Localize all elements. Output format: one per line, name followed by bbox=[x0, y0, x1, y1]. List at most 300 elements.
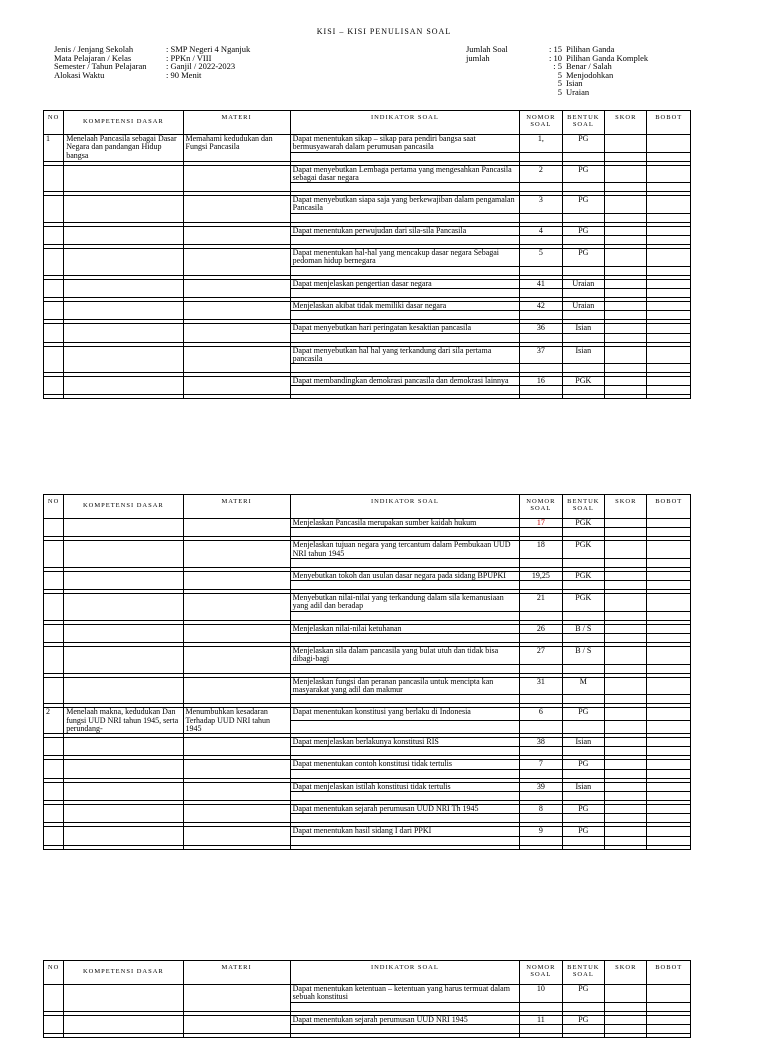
empty-cell bbox=[520, 581, 562, 590]
count-value: : 10 bbox=[549, 52, 562, 63]
header-row bbox=[44, 961, 691, 985]
competency-cell bbox=[64, 571, 183, 589]
competency-cell bbox=[64, 541, 183, 568]
empty-cell bbox=[562, 152, 604, 161]
competency-cell bbox=[64, 782, 183, 800]
question-form: PG bbox=[562, 226, 604, 235]
empty-cell bbox=[520, 528, 562, 537]
empty-cell bbox=[520, 333, 562, 342]
table-row-spacer bbox=[44, 845, 691, 849]
info-value: : SMP Negeri 4 Nganjuk bbox=[166, 44, 251, 54]
question-form: PGK bbox=[562, 594, 604, 612]
question-number: 1, bbox=[520, 135, 562, 153]
weight-cell bbox=[647, 647, 691, 665]
score-cell bbox=[605, 760, 647, 769]
question-number: 41 bbox=[520, 279, 562, 288]
score-cell bbox=[605, 805, 647, 814]
empty-cell bbox=[520, 236, 562, 245]
empty-cell bbox=[520, 1033, 562, 1037]
empty-cell bbox=[647, 1024, 691, 1033]
material-cell bbox=[183, 249, 290, 276]
table-row bbox=[44, 165, 691, 183]
empty-cell bbox=[520, 558, 562, 567]
table-row bbox=[44, 594, 691, 612]
question-number: 11 bbox=[520, 1015, 562, 1024]
header-nomor: NOMOR SOAL bbox=[520, 111, 562, 135]
empty-cell bbox=[605, 664, 647, 673]
weight-cell bbox=[647, 324, 691, 333]
question-number: 10 bbox=[520, 985, 562, 1003]
question-number: 16 bbox=[520, 377, 562, 386]
header-materi: MATERI bbox=[183, 495, 290, 519]
material-cell bbox=[183, 677, 290, 704]
competency-cell bbox=[64, 226, 183, 244]
info-label: Jenis / Jenjang Sekolah bbox=[54, 44, 134, 54]
material-cell bbox=[183, 624, 290, 642]
empty-cell bbox=[647, 845, 691, 849]
indicator-cell: Menjelaskan tujuan negara yang tercantum dalam Pembukaan UUD NRI tahun 1945 bbox=[290, 541, 519, 559]
document-title: KISI – KISI PENULISAN SOAL bbox=[316, 27, 452, 36]
score-cell bbox=[605, 279, 647, 288]
empty-cell bbox=[520, 183, 562, 192]
material-cell bbox=[183, 827, 290, 845]
table-row bbox=[44, 196, 691, 214]
header-no: NO bbox=[44, 961, 64, 985]
indicator-cell: Dapat menyebutkan siapa saja yang berkewajiban dalam pengamalan Pancasila bbox=[290, 196, 519, 214]
table-row bbox=[44, 571, 691, 580]
empty-cell bbox=[290, 721, 519, 734]
question-number: 39 bbox=[520, 782, 562, 791]
indicator-cell: Dapat menentukan contoh konstitusi tidak tertulis bbox=[290, 760, 519, 769]
empty-cell bbox=[605, 792, 647, 801]
weight-cell bbox=[647, 985, 691, 1003]
empty-cell bbox=[605, 747, 647, 756]
competency-cell bbox=[64, 249, 183, 276]
empty-cell bbox=[647, 836, 691, 845]
question-number: 31 bbox=[520, 677, 562, 695]
score-cell bbox=[605, 985, 647, 1003]
indicator-cell: Dapat menentukan sejarah perumusan UUD NRI 1945 bbox=[290, 1015, 519, 1024]
score-cell bbox=[605, 346, 647, 364]
empty-cell bbox=[647, 611, 691, 620]
empty-cell bbox=[290, 836, 519, 845]
competency-cell: Menelaah makna, kedudukan Dan fungsi UUD NRI tahun 1945, serta perundang- bbox=[64, 708, 183, 734]
empty-cell bbox=[520, 664, 562, 673]
table-row bbox=[44, 760, 691, 769]
table-row bbox=[44, 738, 691, 747]
question-form: PG bbox=[562, 1015, 604, 1024]
score-cell bbox=[605, 541, 647, 559]
question-number: 5 bbox=[520, 249, 562, 267]
indicator-cell: Dapat menyebutkan Lembaga pertama yang mengesahkan Pancasila sebagai dasar negara bbox=[290, 165, 519, 183]
header-no: NO bbox=[44, 111, 64, 135]
weight-cell bbox=[647, 346, 691, 364]
empty-cell bbox=[290, 581, 519, 590]
count-value: 5 bbox=[557, 69, 562, 80]
empty-cell bbox=[647, 558, 691, 567]
empty-cell bbox=[183, 845, 290, 849]
question-form: PGK bbox=[562, 377, 604, 386]
empty-cell bbox=[290, 1033, 519, 1037]
header-indikator: INDIKATOR SOAL bbox=[290, 961, 519, 985]
empty-cell bbox=[290, 266, 519, 275]
empty-cell bbox=[520, 792, 562, 801]
competency-cell bbox=[64, 647, 183, 674]
count-label bbox=[466, 71, 548, 80]
weight-cell bbox=[647, 827, 691, 836]
info-value: : 90 Menit bbox=[166, 69, 202, 80]
row-number bbox=[44, 677, 64, 704]
score-cell bbox=[605, 519, 647, 528]
question-form: PG bbox=[562, 196, 604, 214]
row-number bbox=[44, 571, 64, 589]
score-cell bbox=[605, 624, 647, 633]
empty-cell bbox=[562, 311, 604, 320]
competency-cell bbox=[64, 677, 183, 704]
weight-cell bbox=[647, 738, 691, 747]
empty-cell bbox=[520, 747, 562, 756]
header-nomor: NOMOR SOAL bbox=[520, 495, 562, 519]
empty-cell bbox=[647, 664, 691, 673]
row-number bbox=[44, 647, 64, 674]
question-type: Pilihan Ganda bbox=[566, 44, 615, 54]
question-number: 42 bbox=[520, 301, 562, 310]
empty-cell bbox=[562, 1033, 604, 1037]
header-nomor: NOMOR SOAL bbox=[520, 961, 562, 985]
empty-cell bbox=[183, 1033, 290, 1037]
header-row bbox=[44, 111, 691, 135]
empty-cell bbox=[290, 769, 519, 778]
question-form: PG bbox=[562, 135, 604, 153]
empty-cell bbox=[562, 386, 604, 395]
empty-cell bbox=[605, 845, 647, 849]
question-number: 27 bbox=[520, 647, 562, 665]
question-type: Uraian bbox=[566, 86, 590, 97]
score-cell bbox=[605, 677, 647, 695]
competency-cell bbox=[64, 519, 183, 537]
material-cell bbox=[183, 985, 290, 1012]
empty-cell bbox=[562, 814, 604, 823]
empty-cell bbox=[562, 721, 604, 734]
empty-cell bbox=[64, 395, 183, 399]
question-number: 4 bbox=[520, 226, 562, 235]
empty-cell bbox=[562, 581, 604, 590]
question-form: Isian bbox=[562, 346, 604, 364]
empty-cell bbox=[647, 581, 691, 590]
info-label: Semester / Tahun Pelajaran bbox=[54, 61, 147, 72]
empty-cell bbox=[290, 1024, 519, 1033]
empty-cell bbox=[520, 721, 562, 734]
question-count-info bbox=[466, 45, 648, 97]
score-cell bbox=[605, 782, 647, 791]
empty-cell bbox=[605, 581, 647, 590]
row-number bbox=[44, 301, 64, 319]
empty-cell bbox=[647, 792, 691, 801]
empty-cell bbox=[605, 311, 647, 320]
question-form: B / S bbox=[562, 647, 604, 665]
weight-cell bbox=[647, 677, 691, 695]
empty-cell bbox=[647, 695, 691, 704]
empty-cell bbox=[647, 364, 691, 373]
question-number: 3 bbox=[520, 196, 562, 214]
question-number: 7 bbox=[520, 760, 562, 769]
score-cell bbox=[605, 249, 647, 267]
empty-cell bbox=[605, 558, 647, 567]
empty-cell bbox=[520, 364, 562, 373]
table-row bbox=[44, 279, 691, 288]
empty-cell bbox=[562, 769, 604, 778]
table-row-spacer bbox=[44, 1033, 691, 1037]
empty-cell bbox=[290, 213, 519, 222]
weight-cell bbox=[647, 377, 691, 386]
count-label: Jumlah Soal bbox=[466, 44, 508, 54]
header-skor: SKOR bbox=[605, 961, 647, 985]
row-number bbox=[44, 346, 64, 373]
count-value: : 15 bbox=[549, 44, 562, 54]
weight-cell bbox=[647, 249, 691, 267]
material-cell bbox=[183, 541, 290, 568]
question-number: 8 bbox=[520, 805, 562, 814]
empty-cell bbox=[605, 333, 647, 342]
row-number bbox=[44, 165, 64, 192]
weight-cell bbox=[647, 594, 691, 612]
weight-cell bbox=[647, 226, 691, 235]
empty-cell bbox=[290, 364, 519, 373]
empty-cell bbox=[562, 528, 604, 537]
empty-cell bbox=[605, 152, 647, 161]
header-indikator: INDIKATOR SOAL bbox=[290, 111, 519, 135]
table-row bbox=[44, 226, 691, 235]
empty-cell bbox=[647, 814, 691, 823]
question-number: 18 bbox=[520, 541, 562, 559]
empty-cell bbox=[605, 1033, 647, 1037]
material-cell bbox=[183, 647, 290, 674]
empty-cell bbox=[520, 836, 562, 845]
score-cell bbox=[605, 301, 647, 310]
row-number: 1 bbox=[44, 135, 64, 162]
indicator-cell: Dapat membandingkan demokrasi pancasila dan demokrasi lainnya bbox=[290, 377, 519, 386]
table-row bbox=[44, 301, 691, 310]
competency-cell bbox=[64, 1015, 183, 1033]
empty-cell bbox=[290, 152, 519, 161]
empty-cell bbox=[605, 183, 647, 192]
indicator-cell: Dapat menyebutkan hal hal yang terkandung dari sila pertama pancasila bbox=[290, 346, 519, 364]
info-row bbox=[54, 71, 250, 80]
row-number bbox=[44, 196, 64, 223]
weight-cell bbox=[647, 708, 691, 721]
question-type: Pilihan Ganda Komplek bbox=[566, 52, 649, 63]
competency-cell bbox=[64, 985, 183, 1012]
count-label bbox=[466, 79, 548, 88]
table-row bbox=[44, 249, 691, 267]
table-row-spacer bbox=[44, 395, 691, 399]
indicator-cell: Menjelaskan akibat tidak memiliki dasar negara bbox=[290, 301, 519, 310]
weight-cell bbox=[647, 805, 691, 814]
info-value: : Ganjil / 2022-2023 bbox=[166, 61, 236, 72]
row-number bbox=[44, 624, 64, 642]
weight-cell bbox=[647, 301, 691, 310]
competency-cell bbox=[64, 196, 183, 223]
empty-cell bbox=[562, 747, 604, 756]
table-row bbox=[44, 1015, 691, 1024]
table-row bbox=[44, 377, 691, 386]
question-number: 19,25 bbox=[520, 571, 562, 580]
question-type: Isian bbox=[566, 78, 583, 89]
competency-cell bbox=[64, 324, 183, 342]
competency-cell bbox=[64, 760, 183, 778]
weight-cell bbox=[647, 571, 691, 580]
count-value: 5 bbox=[557, 78, 562, 89]
competency-cell bbox=[64, 827, 183, 845]
weight-cell bbox=[647, 196, 691, 214]
question-form: Isian bbox=[562, 738, 604, 747]
school-info bbox=[54, 45, 250, 79]
indicator-cell: Menjelaskan nilai-nilai ketuhanan bbox=[290, 624, 519, 633]
question-form: PG bbox=[562, 760, 604, 769]
header-kd: KOMPETENSI DASAR bbox=[64, 495, 183, 519]
question-form: PGK bbox=[562, 571, 604, 580]
question-number: 37 bbox=[520, 346, 562, 364]
indicator-cell: Dapat menjelaskan pengertian dasar negara bbox=[290, 279, 519, 288]
empty-cell bbox=[562, 364, 604, 373]
empty-cell bbox=[562, 695, 604, 704]
empty-cell bbox=[562, 183, 604, 192]
material-cell bbox=[183, 738, 290, 756]
question-form: Uraian bbox=[562, 301, 604, 310]
grid-table-1 bbox=[43, 110, 691, 399]
indicator-cell: Dapat menentukan hal-hal yang mencakup dasar negara Sebagai pedoman hidup bernegara bbox=[290, 249, 519, 267]
row-number bbox=[44, 594, 64, 621]
weight-cell bbox=[647, 624, 691, 633]
empty-cell bbox=[562, 266, 604, 275]
header-bobot: BOBOT bbox=[647, 495, 691, 519]
material-cell: Memahami kedudukan dan Fungsi Pancasila bbox=[183, 135, 290, 162]
header-bentuk: BENTUK SOAL bbox=[562, 495, 604, 519]
material-cell bbox=[183, 519, 290, 537]
empty-cell bbox=[605, 814, 647, 823]
question-form: PG bbox=[562, 165, 604, 183]
empty-cell bbox=[520, 266, 562, 275]
empty-cell bbox=[562, 395, 604, 399]
empty-cell bbox=[605, 213, 647, 222]
empty-cell bbox=[562, 1024, 604, 1033]
weight-cell bbox=[647, 279, 691, 288]
table-row bbox=[44, 346, 691, 364]
score-cell bbox=[605, 196, 647, 214]
empty-cell bbox=[290, 558, 519, 567]
competency-cell bbox=[64, 624, 183, 642]
empty-cell bbox=[605, 395, 647, 399]
question-type: Menjodohkan bbox=[566, 69, 614, 80]
indicator-cell: Menyebutkan nilai-nilai yang terkandung dalam sila kemanusiaan yang adil dan beradap bbox=[290, 594, 519, 612]
competency-cell bbox=[64, 279, 183, 297]
empty-cell bbox=[290, 747, 519, 756]
header-kd: KOMPETENSI DASAR bbox=[64, 111, 183, 135]
empty-cell bbox=[605, 634, 647, 643]
empty-cell bbox=[290, 333, 519, 342]
empty-cell bbox=[290, 814, 519, 823]
row-number: 2 bbox=[44, 708, 64, 734]
score-cell bbox=[605, 647, 647, 665]
empty-cell bbox=[647, 528, 691, 537]
empty-cell bbox=[520, 611, 562, 620]
empty-cell bbox=[562, 634, 604, 643]
empty-cell bbox=[647, 288, 691, 297]
question-number: 17 bbox=[520, 519, 562, 528]
row-number bbox=[44, 541, 64, 568]
question-number: 38 bbox=[520, 738, 562, 747]
count-value: : 5 bbox=[553, 61, 562, 72]
row-number bbox=[44, 985, 64, 1012]
score-cell bbox=[605, 738, 647, 747]
count-label: jumlah bbox=[466, 52, 490, 63]
weight-cell bbox=[647, 1015, 691, 1024]
material-cell: Menumbuhkan kesadaran Terhadap UUD NRI tahun 1945 bbox=[183, 708, 290, 734]
question-form: PG bbox=[562, 805, 604, 814]
question-form: B / S bbox=[562, 624, 604, 633]
empty-cell bbox=[647, 152, 691, 161]
score-cell bbox=[605, 135, 647, 153]
question-form: PG bbox=[562, 985, 604, 1003]
empty-cell bbox=[562, 558, 604, 567]
competency-cell bbox=[64, 594, 183, 621]
empty-cell bbox=[44, 395, 64, 399]
header-skor: SKOR bbox=[605, 111, 647, 135]
empty-cell bbox=[647, 213, 691, 222]
empty-cell bbox=[605, 528, 647, 537]
empty-cell bbox=[520, 152, 562, 161]
question-type: Benar / Salah bbox=[566, 61, 612, 72]
empty-cell bbox=[520, 845, 562, 849]
table-row bbox=[44, 827, 691, 836]
empty-cell bbox=[605, 386, 647, 395]
header-bentuk: BENTUK SOAL bbox=[562, 961, 604, 985]
weight-cell bbox=[647, 760, 691, 769]
material-cell bbox=[183, 805, 290, 823]
question-form: Isian bbox=[562, 324, 604, 333]
info-label: Alokasi Waktu bbox=[54, 69, 105, 80]
table-row bbox=[44, 805, 691, 814]
row-number bbox=[44, 279, 64, 297]
empty-cell bbox=[605, 364, 647, 373]
material-cell bbox=[183, 782, 290, 800]
score-cell bbox=[605, 165, 647, 183]
row-number bbox=[44, 519, 64, 537]
weight-cell bbox=[647, 135, 691, 153]
header-no: NO bbox=[44, 495, 64, 519]
table-row bbox=[44, 647, 691, 665]
question-form: PG bbox=[562, 708, 604, 721]
grid-table-2 bbox=[43, 494, 691, 850]
info-label: Mata Pelajaran / Kelas bbox=[54, 52, 132, 63]
empty-cell bbox=[647, 183, 691, 192]
empty-cell bbox=[562, 792, 604, 801]
material-cell bbox=[183, 377, 290, 395]
material-cell bbox=[183, 346, 290, 373]
row-number bbox=[44, 249, 64, 276]
material-cell bbox=[183, 324, 290, 342]
header-materi: MATERI bbox=[183, 961, 290, 985]
header-kd: KOMPETENSI DASAR bbox=[64, 961, 183, 985]
competency-cell bbox=[64, 346, 183, 373]
competency-cell bbox=[64, 377, 183, 395]
empty-cell bbox=[290, 695, 519, 704]
empty-cell bbox=[290, 288, 519, 297]
table-row bbox=[44, 324, 691, 333]
empty-cell bbox=[520, 311, 562, 320]
empty-cell bbox=[647, 747, 691, 756]
empty-cell bbox=[44, 1033, 64, 1037]
